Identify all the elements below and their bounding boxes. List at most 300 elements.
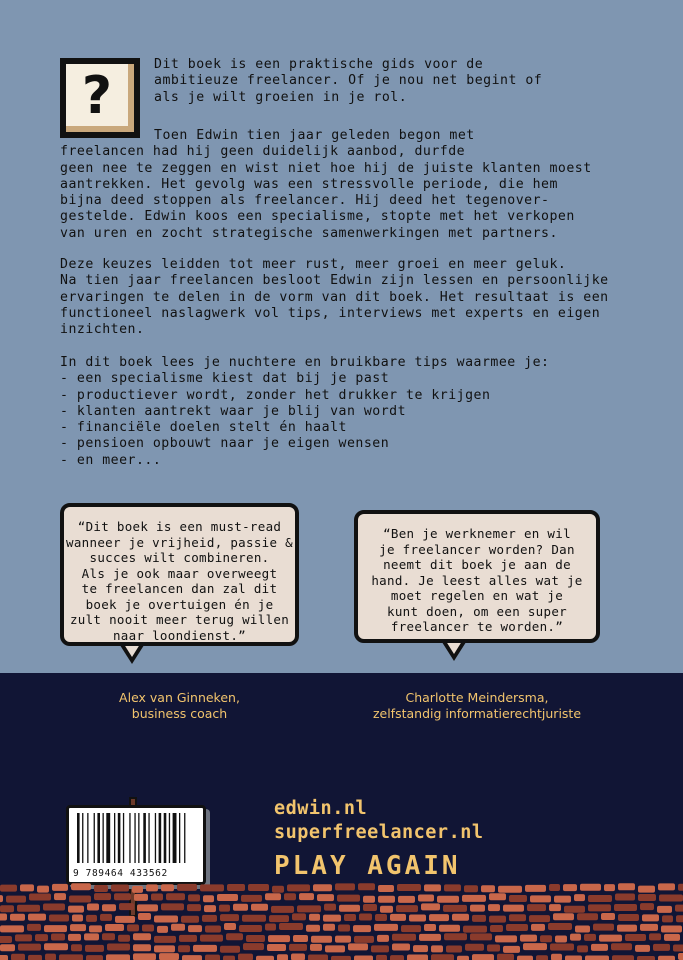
brick: [588, 895, 612, 902]
brick: [69, 896, 91, 903]
brick: [489, 916, 506, 923]
brick: [377, 935, 389, 942]
text-line: bijna deed stoppen als freelancer. Hij deed het tegenover-: [60, 193, 550, 209]
brick: [118, 935, 130, 942]
brick: [577, 913, 598, 920]
quote-bubble-left: [60, 503, 299, 646]
text-line: Deze keuzes leidden tot meer rust, meer groei en meer geluk.: [60, 257, 567, 272]
brick: [219, 905, 230, 912]
brick: [464, 885, 478, 892]
brick: [251, 904, 268, 911]
quote-line: naar loondienst.”: [112, 627, 247, 643]
brick: [470, 933, 492, 940]
question-mark: ?: [81, 66, 113, 126]
brick: [72, 914, 83, 921]
brick: [268, 935, 290, 942]
brick: [489, 893, 506, 900]
barcode-bar: [94, 813, 95, 863]
brick: [171, 924, 185, 931]
brick: [102, 904, 116, 911]
list-intro: In dit boek lees je nuchtere en bruikbare tips waarmee je:: [60, 355, 550, 370]
text-line: freelancen had hij geen duidelijk aanbod, durfde: [60, 144, 466, 160]
brick: [51, 933, 65, 940]
brick: [267, 944, 286, 951]
brick: [239, 925, 262, 932]
brick: [635, 945, 650, 952]
brick: [89, 925, 102, 932]
brick: [188, 894, 200, 901]
brick: [311, 936, 332, 943]
brick: [84, 933, 99, 940]
brick: [68, 906, 84, 913]
brick: [375, 914, 387, 921]
brick: [617, 925, 637, 932]
brick: [205, 926, 221, 933]
brick: [177, 884, 197, 891]
result-paragraph: [60, 257, 609, 338]
brick: [154, 945, 175, 952]
brick: [675, 905, 683, 912]
story-paragraph: [60, 128, 592, 242]
barcode-sign: [66, 805, 206, 885]
brick: [618, 914, 639, 921]
brick: [380, 906, 393, 913]
list-item: - pensioen opbouwt naar je eigen wensen: [60, 436, 390, 452]
brick: [193, 945, 217, 952]
quote-line: freelancer te worden.”: [390, 619, 564, 634]
brick: [43, 904, 65, 911]
brick: [11, 954, 25, 960]
brick: [495, 935, 517, 942]
brick: [284, 893, 296, 900]
quote-line: succes wilt combineren.: [89, 550, 270, 565]
brick: [429, 914, 449, 921]
brick: [45, 954, 56, 960]
brick: [472, 954, 494, 960]
brick: [390, 955, 404, 960]
barcode-bar: [169, 813, 170, 863]
brick: [159, 953, 179, 960]
brick: [94, 885, 108, 892]
brick: [223, 956, 235, 960]
author-role: business coach: [131, 706, 228, 721]
brick: [487, 944, 500, 951]
brick: [224, 923, 236, 930]
brick: [10, 914, 25, 921]
brick: [71, 944, 82, 951]
brick: [437, 896, 459, 903]
brick: [0, 905, 14, 912]
brick: [574, 894, 585, 901]
brick: [615, 894, 635, 901]
brick: [205, 955, 220, 960]
barcode-bar: [87, 813, 88, 863]
brick: [517, 956, 533, 960]
quote-line: boek je overtuigen én je: [85, 596, 274, 612]
brick: [339, 905, 360, 912]
brick: [187, 904, 201, 911]
brick: [323, 924, 335, 931]
brick: [575, 925, 590, 932]
brick: [271, 906, 294, 913]
brick: [439, 925, 460, 932]
brick: [335, 936, 351, 943]
text-line: gestelde. Edwin koos een specialisme, stopte met het verkopen: [60, 209, 575, 225]
website-link-superfreelancer[interactable]: superfreelancer.nl: [274, 822, 484, 843]
brick: [44, 925, 67, 932]
quote-text: [64, 519, 295, 643]
brick: [555, 935, 567, 942]
brick: [554, 896, 571, 903]
brick: [161, 884, 174, 891]
brick: [18, 944, 41, 951]
brick: [358, 883, 375, 890]
brick: [593, 924, 614, 931]
brick: [658, 956, 675, 960]
brick: [241, 895, 262, 902]
brick: [146, 884, 158, 891]
text-line: als je wilt groeien in je rol.: [154, 89, 408, 105]
brick: [359, 913, 372, 920]
barcode-bar: [138, 813, 139, 863]
tips-list: [60, 355, 550, 469]
brick: [378, 885, 394, 892]
brick: [371, 945, 389, 952]
brick: [421, 903, 440, 910]
brick: [640, 924, 658, 931]
barcode-bar: [97, 813, 100, 863]
brick: [506, 924, 528, 931]
brick: [297, 905, 321, 912]
barcode-bar: [159, 813, 162, 863]
brick: [424, 924, 436, 931]
brick: [59, 954, 83, 960]
brick: [20, 884, 34, 891]
brick: [354, 936, 374, 943]
quote-line: te freelancen dan zal dit: [81, 581, 278, 596]
text-line: Toen Edwin tien jaar geleden begon met: [154, 128, 475, 143]
brick: [86, 955, 103, 960]
brick: [178, 945, 190, 952]
brick: [106, 954, 130, 960]
brick: [138, 913, 151, 920]
brick: [612, 955, 634, 960]
brick: [142, 925, 154, 932]
brick: [227, 884, 245, 891]
quote-attribution-right: [354, 690, 600, 722]
quote-line: “Ben je werknemer en wil: [383, 526, 571, 541]
brick: [419, 934, 441, 941]
brick: [446, 945, 462, 952]
brick: [37, 886, 49, 893]
brick: [418, 894, 434, 901]
text-line: van uren en zocht strategische samenwerkingen met partners.: [60, 225, 558, 241]
brick: [287, 884, 310, 891]
brick: [154, 916, 178, 923]
brick: [226, 933, 243, 940]
brick: [133, 933, 151, 940]
brick: [233, 904, 248, 911]
brick: [217, 894, 238, 901]
brick: [299, 893, 314, 900]
brick: [525, 885, 546, 892]
brick: [465, 944, 484, 951]
brick: [85, 945, 104, 952]
brick: [151, 893, 163, 900]
brick: [551, 954, 562, 960]
brick: [35, 934, 48, 941]
brick: [337, 895, 360, 902]
brick: [520, 935, 537, 942]
brick: [70, 924, 86, 931]
play-again-label: PLAY AGAIN: [274, 851, 461, 881]
brick: [376, 955, 387, 960]
brick: [481, 885, 495, 892]
brick: [563, 884, 577, 891]
question-block-icon: [60, 58, 140, 138]
brick: [638, 886, 655, 893]
brick: [523, 943, 547, 950]
brick: [331, 956, 351, 960]
brick: [565, 955, 582, 960]
brick: [87, 903, 99, 910]
brick: [0, 925, 24, 932]
brick: [604, 884, 615, 891]
brick: [658, 883, 675, 890]
brick: [166, 893, 185, 900]
brick: [625, 934, 646, 941]
brick: [470, 905, 485, 912]
quote-line: “Dit boek is een must-read: [77, 519, 282, 534]
brick: [102, 933, 115, 940]
brick: [279, 923, 303, 930]
brick: [580, 884, 601, 891]
brick: [659, 895, 683, 902]
brick: [272, 886, 284, 893]
quote-text: [358, 526, 596, 635]
list-item: - een specialisme kiest dat bij je past: [60, 371, 390, 387]
brick: [392, 934, 416, 941]
text-line: inzichten.: [60, 322, 145, 338]
brick: [17, 905, 40, 912]
brick: [105, 924, 124, 931]
brick: [202, 915, 217, 922]
list-item: - klanten aantrekt waar je blij van wordt: [60, 403, 407, 419]
brick: [44, 943, 68, 950]
list-item: - financiële doelen stelt én haalt: [60, 420, 347, 436]
brick: [457, 956, 469, 960]
text-line: Na tien jaar freelancen besloot Edwin zijn lessen en persoonlijke: [60, 273, 609, 289]
text-line: functioneel naslagwerk vol tips, interviews met experts en eigen: [60, 305, 601, 321]
brick: [132, 886, 143, 893]
brick: [115, 916, 135, 923]
brick: [577, 945, 588, 952]
brick: [638, 894, 656, 901]
brick: [509, 914, 526, 921]
website-link-edwin[interactable]: edwin.nl: [274, 798, 368, 819]
author-name: Charlotte Meindersma,: [405, 690, 549, 705]
brick: [220, 914, 239, 921]
brick: [309, 914, 320, 921]
brick: [653, 944, 670, 951]
brick: [549, 884, 560, 891]
brick: [548, 923, 572, 930]
brick: [661, 926, 682, 933]
brick: [640, 903, 654, 910]
quote-line: hand. Je leest alles wat je: [371, 572, 583, 588]
brick: [204, 905, 216, 912]
brick: [463, 926, 487, 933]
brick: [585, 956, 609, 960]
brick: [248, 884, 269, 891]
barcode-bar: [118, 813, 121, 863]
isbn-number: 9 789464 433562: [73, 868, 168, 879]
brick: [649, 933, 661, 940]
barcode-bar: [134, 813, 135, 863]
brick: [601, 913, 615, 920]
brick: [277, 954, 288, 960]
barcode-bar: [148, 813, 149, 863]
brick: [591, 944, 608, 951]
brick: [503, 905, 524, 912]
brick: [0, 913, 7, 920]
brick: [133, 944, 151, 951]
brick-ground: [0, 883, 683, 960]
brick: [444, 884, 461, 891]
brick: [161, 903, 184, 910]
brick: [599, 935, 622, 942]
links-block: [274, 797, 483, 881]
brick: [409, 915, 426, 922]
brick: [86, 915, 97, 922]
barcode-bar: [103, 813, 104, 863]
barcode-bar: [82, 813, 83, 863]
brick: [246, 935, 265, 942]
quote-line: moet regelen en wat je: [390, 588, 564, 603]
barcode-bar: [123, 813, 124, 863]
quote-line: kunt doen, om een super: [387, 603, 567, 619]
brick: [54, 893, 66, 900]
brick: [134, 894, 148, 901]
brick: [28, 914, 46, 921]
brick: [71, 883, 91, 890]
brick: [182, 955, 202, 960]
brick: [317, 894, 334, 901]
brick: [407, 954, 428, 960]
brick: [374, 924, 398, 931]
brick: [363, 904, 377, 911]
quote-line: wanneer je vrijheid, passie &: [66, 534, 293, 550]
brick: [530, 895, 551, 902]
brick: [179, 935, 197, 942]
brick: [68, 934, 81, 941]
brick: [413, 945, 428, 952]
brick: [200, 884, 224, 891]
brick: [353, 925, 371, 932]
brick: [348, 943, 368, 950]
barcode-bar: [173, 813, 177, 863]
brick: [203, 895, 214, 902]
quote-attribution-left: [60, 690, 299, 722]
brick: [49, 914, 69, 921]
brick: [678, 953, 683, 960]
brick: [0, 885, 17, 892]
brick: [443, 905, 467, 912]
barcode-bar: [164, 813, 167, 863]
brick: [157, 926, 168, 933]
brick: [243, 943, 264, 950]
brick: [398, 896, 415, 903]
brick: [323, 915, 341, 922]
barcode-bar: [155, 813, 156, 863]
brick: [238, 954, 253, 960]
text-line: ervaringen te delen in de vorm van dit boek. Het resultaat is een: [60, 289, 609, 305]
brick: [498, 886, 522, 893]
author-name: Alex van Ginneken,: [119, 690, 240, 705]
brick: [335, 883, 355, 890]
brick: [127, 924, 139, 931]
brick: [100, 914, 112, 921]
brick: [673, 944, 683, 951]
brick: [431, 954, 454, 960]
brick: [527, 904, 546, 911]
brick: [188, 925, 202, 932]
brick: [119, 903, 134, 910]
brick: [289, 944, 307, 951]
brick: [269, 915, 289, 922]
brick: [452, 914, 469, 921]
brick: [618, 883, 635, 890]
quote-line: zult nooit meer terug willen: [69, 612, 290, 627]
brick: [444, 933, 467, 940]
brick: [200, 935, 223, 942]
brick: [220, 946, 240, 953]
author-role: zelfstandig informatierechtjuriste: [372, 706, 582, 721]
brick: [396, 905, 418, 912]
brick: [354, 955, 373, 960]
barcode-bar: [184, 813, 185, 863]
brick: [472, 915, 486, 922]
brick: [363, 896, 375, 903]
quote-bubble-right: [354, 510, 600, 643]
brick: [584, 934, 596, 941]
brick: [550, 944, 574, 951]
brick: [256, 956, 274, 960]
brick: [27, 924, 41, 931]
brick: [308, 955, 328, 960]
brick: [291, 953, 305, 960]
brick: [431, 945, 443, 952]
brick: [344, 914, 356, 921]
brick: [553, 913, 574, 920]
brick: [390, 914, 406, 921]
brick: [0, 936, 12, 943]
brick: [313, 884, 332, 891]
brick: [114, 893, 131, 900]
barcode-bar: [179, 813, 180, 863]
barcode-bar: [143, 813, 146, 863]
brick: [462, 895, 486, 902]
brick: [488, 904, 500, 911]
brick: [497, 954, 514, 960]
brick: [378, 896, 395, 903]
brick: [642, 914, 659, 921]
brick: [133, 953, 156, 960]
text-line: Dit boek is een praktische gids voor de: [154, 57, 484, 72]
brick: [424, 884, 441, 891]
brick: [242, 915, 266, 922]
barcode-bar: [114, 813, 115, 863]
